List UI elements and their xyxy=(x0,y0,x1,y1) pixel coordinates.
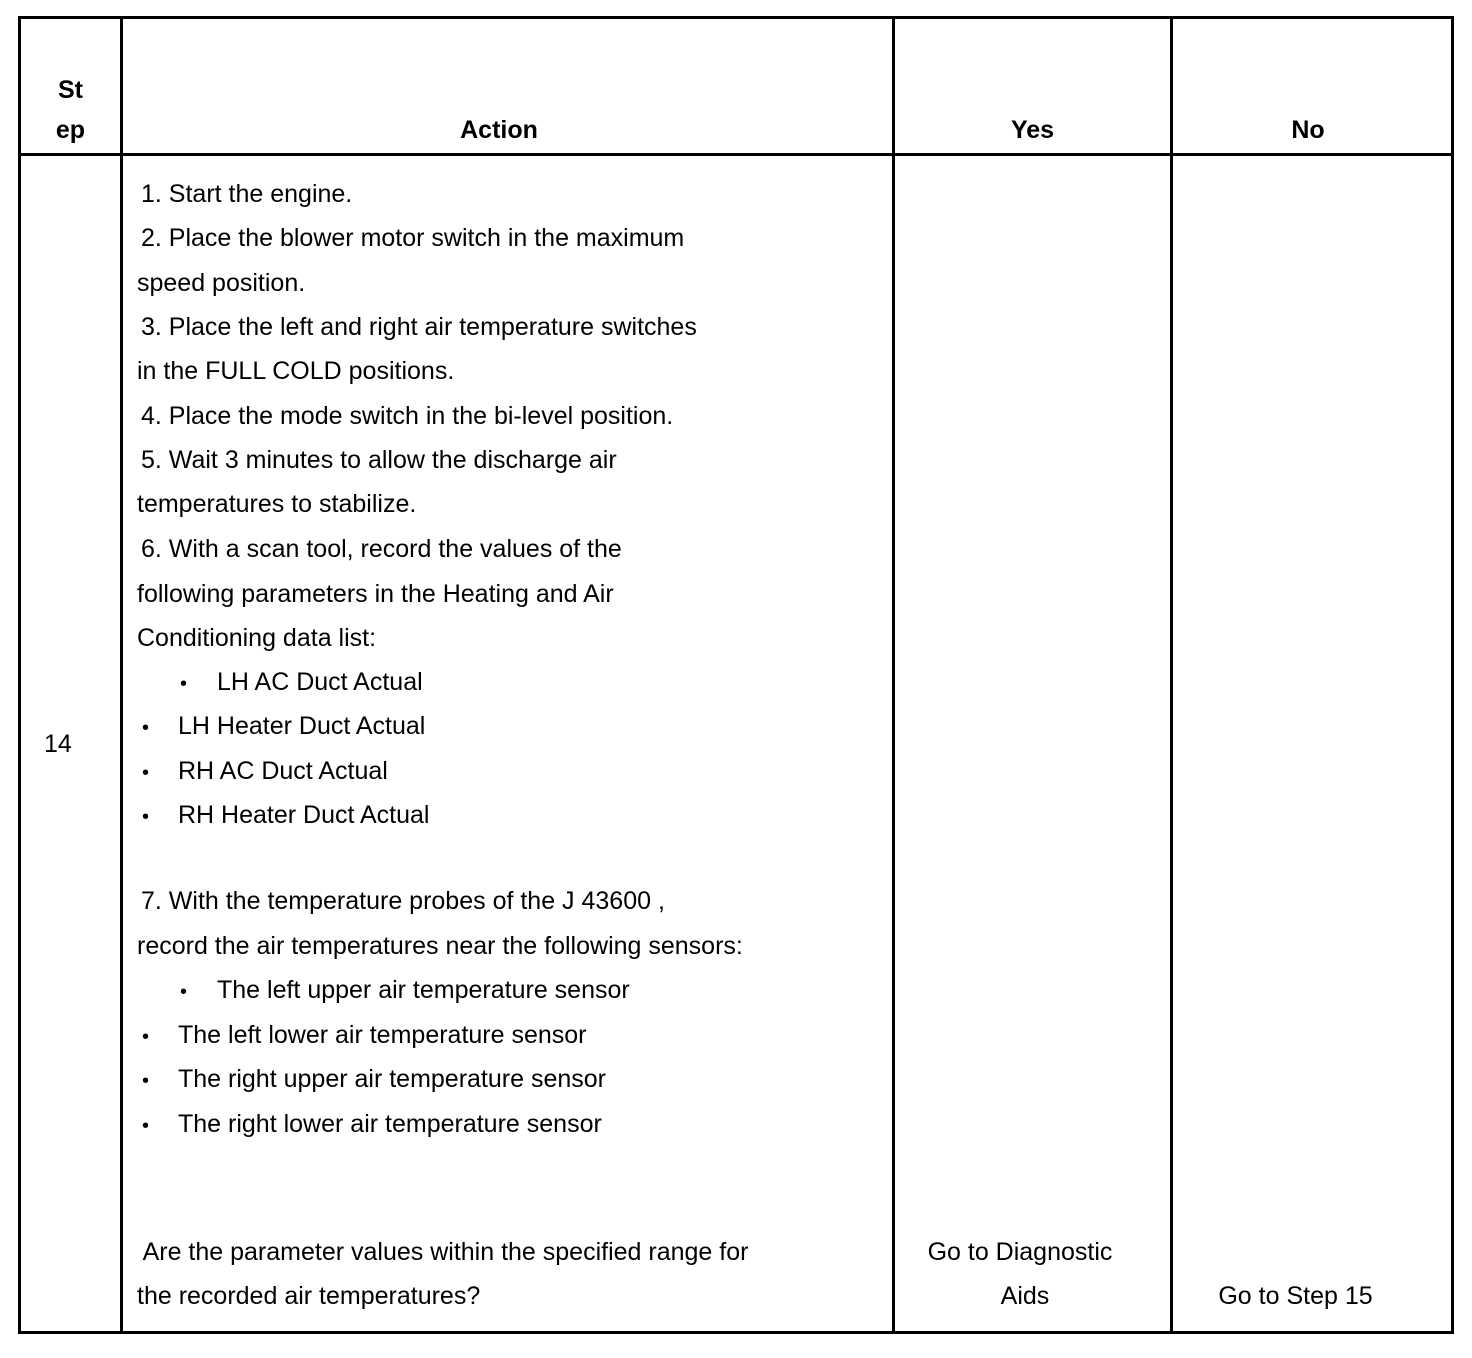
bullet-icon: • xyxy=(180,673,188,695)
header-step-line1: St xyxy=(58,76,83,104)
bullet-icon: • xyxy=(142,1115,150,1137)
parameter-item: RH AC Duct Actual xyxy=(178,757,388,785)
no-outcome: Go to Step 15 xyxy=(1218,1282,1373,1310)
instruction-line: Conditioning data list: xyxy=(137,624,377,652)
instruction-line: record the air temperatures near the following sensors: xyxy=(137,932,743,960)
table-left-border xyxy=(18,16,21,1334)
yes-outcome-line2: Aids xyxy=(1000,1282,1050,1310)
instruction-line: 3. Place the left and right air temperature switches xyxy=(141,313,697,341)
question-line: the recorded air temperatures? xyxy=(137,1282,481,1310)
parameter-item: RH Heater Duct Actual xyxy=(178,801,430,829)
sensor-item: The right lower air temperature sensor xyxy=(178,1110,602,1138)
bullet-icon: • xyxy=(142,806,150,828)
step-number: 14 xyxy=(44,730,72,758)
header-action: Action xyxy=(460,116,538,144)
parameter-item: LH AC Duct Actual xyxy=(217,668,423,696)
parameter-item: LH Heater Duct Actual xyxy=(178,712,426,740)
yes-outcome-line1: Go to Diagnostic xyxy=(927,1238,1113,1266)
instruction-line: 7. With the temperature probes of the J 43600 , xyxy=(141,887,665,915)
instruction-line: 5. Wait 3 minutes to allow the discharge air xyxy=(141,446,617,474)
yes-no-divider xyxy=(1170,16,1173,1334)
table-top-border xyxy=(18,16,1454,19)
header-no: No xyxy=(1291,116,1325,144)
table-right-border xyxy=(1451,16,1454,1334)
instruction-line: 1. Start the engine. xyxy=(141,180,353,208)
bullet-icon: • xyxy=(142,717,150,739)
sensor-item: The right upper air temperature sensor xyxy=(178,1065,606,1093)
action-yes-divider xyxy=(892,16,895,1334)
bullet-icon: • xyxy=(142,762,150,784)
instruction-line: temperatures to stabilize. xyxy=(137,490,417,518)
sensor-item: The left upper air temperature sensor xyxy=(217,976,630,1004)
instruction-line: 6. With a scan tool, record the values of the xyxy=(141,535,622,563)
sensor-item: The left lower air temperature sensor xyxy=(178,1021,587,1049)
bullet-icon: • xyxy=(142,1070,150,1092)
bullet-icon: • xyxy=(142,1026,150,1048)
instruction-line: following parameters in the Heating and Air xyxy=(137,580,614,608)
instruction-line: speed position. xyxy=(137,269,306,297)
header-yes: Yes xyxy=(1010,116,1055,144)
header-bottom-border xyxy=(18,153,1454,156)
question-line: Are the parameter values within the specified range for xyxy=(137,1238,749,1266)
instruction-line: 4. Place the mode switch in the bi-level position. xyxy=(141,402,674,430)
header-step-line2: ep xyxy=(55,116,86,144)
instruction-line: in the FULL COLD positions. xyxy=(137,357,455,385)
step-action-divider xyxy=(120,16,123,1334)
table-bottom-border xyxy=(18,1331,1454,1334)
instruction-line: 2. Place the blower motor switch in the maximum xyxy=(141,224,685,252)
diagnostic-step-table xyxy=(18,16,1454,1334)
bullet-icon: • xyxy=(180,981,188,1003)
